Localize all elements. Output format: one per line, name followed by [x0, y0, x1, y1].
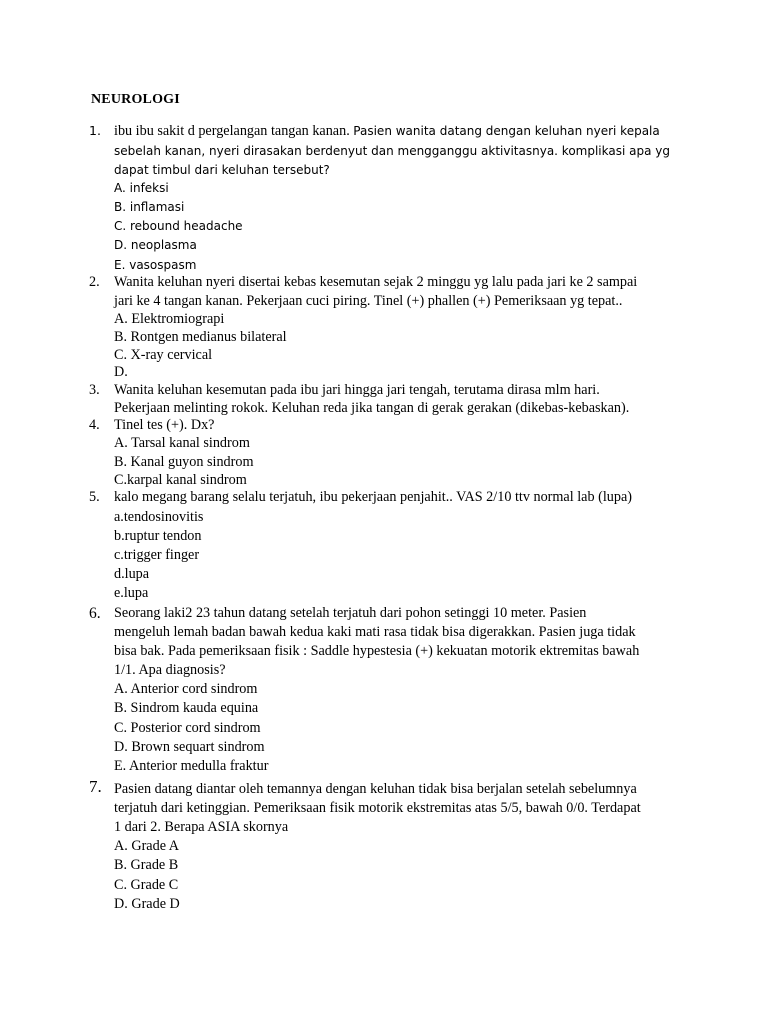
question-number: 5.	[89, 489, 100, 505]
answer-option: A. infeksi	[114, 181, 169, 195]
question-line: Pasien datang diantar oleh temannya dengan keluhan tidak bisa berjalan setelah sebelumnya	[114, 781, 637, 797]
answer-option: a.tendosinovitis	[114, 509, 204, 525]
question-text-sans: Pasien wanita datang dengan keluhan nyeri kepala	[353, 124, 660, 138]
answer-option: B. Sindrom kauda equina	[114, 700, 259, 716]
answer-option: D.	[114, 364, 128, 380]
answer-option: D. neoplasma	[114, 238, 197, 252]
question-number: 3.	[89, 382, 100, 398]
question-line: mengeluh lemah badan bawah kedua kaki mati rasa tidak bisa digerakkan. Pasien juga tidak	[114, 624, 636, 640]
answer-option: e.lupa	[114, 585, 149, 601]
answer-option: D. Grade D	[114, 896, 180, 912]
question-line: Seorang laki2 23 tahun datang setelah terjatuh dari pohon setinggi 10 meter. Pasien	[114, 605, 587, 621]
question-line: 1/1. Apa diagnosis?	[114, 662, 226, 678]
answer-option: D. Brown sequart sindrom	[114, 739, 265, 755]
question-line: terjatuh dari ketinggian. Pemeriksaan fisik motorik ekstremitas atas 5/5, bawah 0/0. Terdapat	[114, 800, 641, 816]
answer-option: B. inflamasi	[114, 200, 185, 214]
question-line: Wanita keluhan nyeri disertai kebas kesemutan sejak 2 minggu yg lalu pada jari ke 2 sampai	[114, 274, 638, 290]
question-number: 7.	[89, 777, 102, 796]
answer-option: E. Anterior medulla fraktur	[114, 758, 269, 774]
question-number: 6.	[89, 605, 101, 622]
page-title: NEUROLOGI	[91, 92, 180, 107]
answer-option: C. Grade C	[114, 877, 179, 893]
question-line	[114, 122, 660, 140]
answer-option: B. Kanal guyon sindrom	[114, 454, 254, 470]
question-line: jari ke 4 tangan kanan. Pekerjaan cuci piring. Tinel (+) phallen (+) Pemeriksaan yg tepat..	[114, 293, 623, 309]
answer-option: b.ruptur tendon	[114, 528, 202, 544]
question-line: Pekerjaan melinting rokok. Keluhan reda jika tangan di gerak gerakan (dikebas-kebaskan).	[114, 400, 630, 416]
question-line: bisa bak. Pada pemeriksaan fisik : Saddle hypestesia (+) kekuatan motorik ektremitas bawah	[114, 643, 640, 659]
question-line: sebelah kanan, nyeri dirasakan berdenyut dan mengganggu aktivitasnya. komplikasi apa yg	[114, 144, 670, 158]
answer-option: A. Grade A	[114, 838, 180, 854]
answer-option: C. X-ray cervical	[114, 347, 213, 363]
answer-option: c.trigger finger	[114, 547, 200, 563]
answer-option: A. Elektromiograpi	[114, 311, 225, 327]
answer-option: C.karpal kanal sindrom	[114, 472, 247, 488]
answer-option: C. rebound headache	[114, 219, 243, 233]
question-number: 1.	[89, 123, 101, 138]
answer-option: B. Grade B	[114, 857, 179, 873]
question-line: Tinel tes (+). Dx?	[114, 417, 215, 433]
question-line: 1 dari 2. Berapa ASIA skornya	[114, 819, 289, 835]
answer-option: d.lupa	[114, 566, 150, 582]
question-number: 2.	[89, 274, 100, 290]
answer-option: A. Anterior cord sindrom	[114, 681, 258, 697]
answer-option: B. Rontgen medianus bilateral	[114, 329, 287, 345]
answer-option: C. Posterior cord sindrom	[114, 720, 261, 736]
answer-option: A. Tarsal kanal sindrom	[114, 435, 250, 451]
question-line: Wanita keluhan kesemutan pada ibu jari hingga jari tengah, terutama dirasa mlm hari.	[114, 382, 600, 398]
question-line: dapat timbul dari keluhan tersebut?	[114, 163, 330, 177]
question-text-serif: ibu ibu sakit d pergelangan tangan kanan.	[114, 123, 354, 139]
question-line: kalo megang barang selalu terjatuh, ibu pekerjaan penjahit.. VAS 2/10 ttv normal lab (lupa)	[114, 489, 632, 505]
question-number: 4.	[89, 417, 100, 433]
answer-option: E. vasospasm	[114, 258, 197, 272]
